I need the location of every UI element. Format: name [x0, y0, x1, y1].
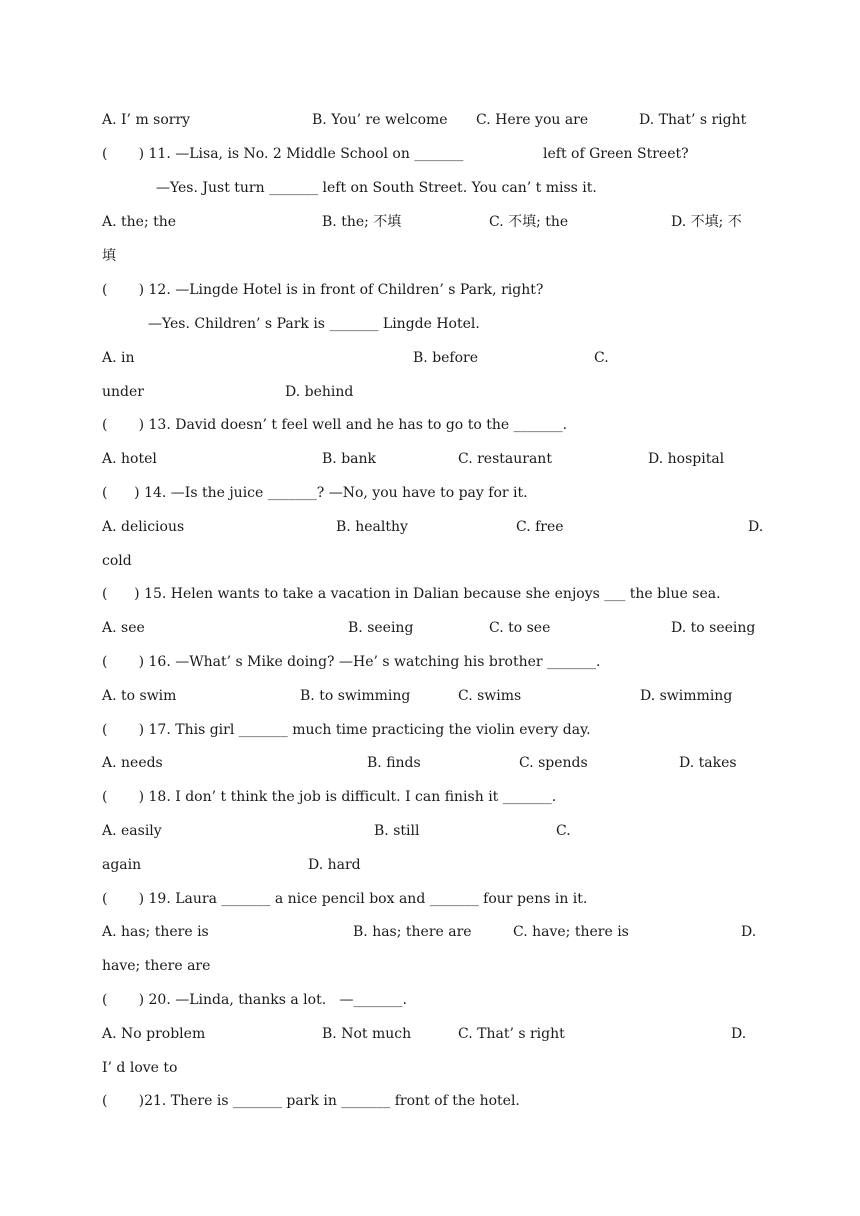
text-line: C. to see	[489, 620, 551, 636]
text-line: B. still	[374, 823, 420, 839]
text-line: —Yes. Children’ s Park is _______ Lingde Hotel.	[148, 316, 480, 332]
text-line: have; there are	[102, 958, 211, 974]
text-line: ( ) 16. —What’ s Mike doing? —He’ s watching his brother _______.	[102, 654, 601, 670]
text-line: ( ) 15. Helen wants to take a vacation in Dalian because she enjoys ___ the blue sea.	[102, 586, 721, 602]
text-line: ( ) 14. —Is the juice _______? —No, you have to pay for it.	[102, 485, 528, 501]
text-line: D. hard	[308, 857, 361, 873]
text-line: D. takes	[679, 755, 737, 771]
text-line: A. delicious	[102, 519, 185, 535]
text-line: C. That’ s right	[458, 1026, 565, 1042]
text-line: D.	[741, 924, 757, 940]
text-line: C. Here you are	[476, 112, 589, 128]
text-line: C. restaurant	[458, 451, 552, 467]
text-line: A. to swim	[102, 688, 177, 704]
text-line: A. hotel	[102, 451, 157, 467]
text-line: B. bank	[322, 451, 376, 467]
text-line: A. in	[102, 350, 135, 366]
text-line: B. finds	[367, 755, 421, 771]
text-line: I’ d love to	[102, 1060, 178, 1076]
text-line: C. swims	[458, 688, 522, 704]
text-line: C.	[594, 350, 609, 366]
text-line: D. swimming	[640, 688, 733, 704]
text-line: A. I’ m sorry	[102, 112, 191, 128]
text-line: D.	[731, 1026, 747, 1042]
text-line: ( ) 13. David doesn’ t feel well and he has to go to the _______.	[102, 417, 568, 433]
text-line: B. Not much	[322, 1026, 412, 1042]
text-line: ( ) 18. I don’ t think the job is difficult. I can finish it _______.	[102, 789, 557, 805]
text-line: D.	[748, 519, 764, 535]
text-line: B. to swimming	[300, 688, 411, 704]
text-line: B. has; there are	[353, 924, 472, 940]
text-line: left of Green Street?	[543, 146, 689, 162]
text-line: cold	[102, 553, 132, 569]
text-line: D. behind	[285, 384, 354, 400]
text-line: A. easily	[102, 823, 162, 839]
text-line: B. You’ re welcome	[312, 112, 448, 128]
text-line: A. the; the	[102, 214, 177, 230]
text-line: B. seeing	[348, 620, 414, 636]
text-line: C. spends	[519, 755, 588, 771]
text-line: B. healthy	[336, 519, 408, 535]
text-line: C. free	[516, 519, 564, 535]
text-line: ( ) 20. —Linda, thanks a lot. —_______.	[102, 992, 407, 1008]
text-line: D. That’ s right	[639, 112, 747, 128]
text-line: ( )21. There is _______ park in _______ front of the hotel.	[102, 1093, 520, 1109]
text-line: B. the; 不填	[322, 214, 402, 230]
text-line: B. before	[413, 350, 479, 366]
text-line: A. see	[102, 620, 145, 636]
text-line: C. 不填; the	[489, 214, 569, 230]
text-line: D. to seeing	[671, 620, 756, 636]
text-line: A. needs	[102, 755, 163, 771]
text-line: C.	[556, 823, 571, 839]
text-line: again	[102, 857, 142, 873]
text-line: under	[102, 384, 144, 400]
text-line: 填	[102, 248, 116, 264]
text-line: ( ) 19. Laura _______ a nice pencil box and _______ four pens in it.	[102, 891, 588, 907]
text-line: A. has; there is	[102, 924, 209, 940]
text-line: ( ) 17. This girl _______ much time practicing the violin every day.	[102, 722, 591, 738]
text-line: D. 不填; 不	[671, 214, 742, 230]
text-line: ( ) 12. —Lingde Hotel is in front of Children’ s Park, right?	[102, 282, 544, 298]
text-line: C. have; there is	[513, 924, 629, 940]
text-line: A. No problem	[102, 1026, 206, 1042]
text-line: ( ) 11. —Lisa, is No. 2 Middle School on _______	[102, 146, 464, 162]
text-line: —Yes. Just turn _______ left on South Street. You can’ t miss it.	[156, 180, 597, 196]
text-line: D. hospital	[648, 451, 725, 467]
